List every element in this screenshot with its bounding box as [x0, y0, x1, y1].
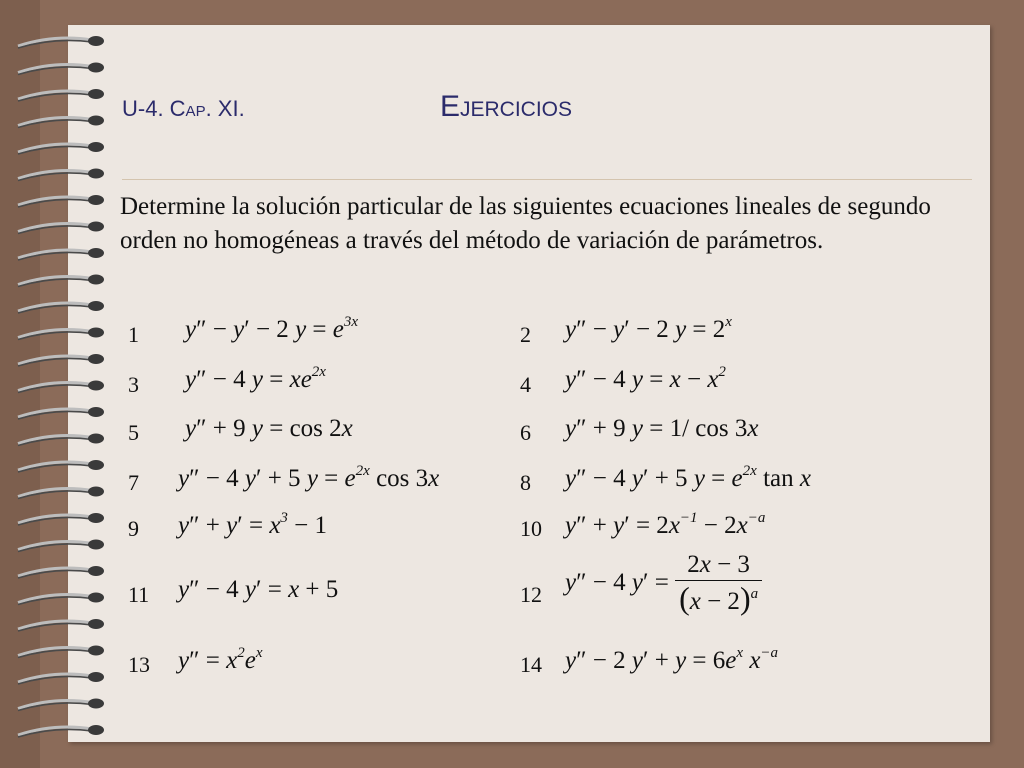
binding-hole — [88, 619, 104, 629]
exercise-number: 13 — [128, 652, 150, 677]
exercise-number: 6 — [520, 420, 531, 445]
equation: y″ − 4 y′ + 5 $y = e^{2x}$ cos 3x — [178, 463, 440, 492]
exercise-number: 2 — [520, 322, 531, 347]
equation: y″ − 4 $y = x - x^2$ — [565, 364, 726, 393]
binding-hole — [88, 540, 104, 550]
page-title: Ejercicios — [440, 90, 573, 123]
binding-hole — [88, 169, 104, 179]
binding-hole — [88, 63, 104, 73]
divider — [122, 179, 972, 180]
equation: y″ − 4 y′ = x + 5 — [178, 576, 339, 603]
exercise-number: 1 — [128, 322, 139, 347]
binding-hole — [88, 434, 104, 444]
binding-hole — [88, 407, 104, 417]
spiral-binding-icon — [0, 0, 120, 768]
equation: y″ + 9 y = 1/ cos 3x — [565, 415, 759, 442]
exercise-number: 8 — [520, 470, 531, 495]
unit-label: U-4. Cap. XI. — [122, 96, 245, 121]
equation: y″ − 2 $y' + y = 6e^x$ $x^{-a}$ — [565, 645, 779, 674]
exercise-number: 11 — [128, 582, 150, 607]
equation: y″ − y′ − 2 $y = e^{3x}$ — [185, 314, 359, 343]
binding-hole — [88, 593, 104, 603]
equation: $y'' = x^2e^x$ — [178, 645, 263, 674]
exercise-number: 4 — [520, 372, 531, 397]
binding-hole — [88, 301, 104, 311]
binding-hole — [88, 248, 104, 258]
binding-hole — [88, 328, 104, 338]
binding-hole — [88, 195, 104, 205]
binding-hole — [88, 699, 104, 709]
binding-hole — [88, 354, 104, 364]
binding-hole — [88, 725, 104, 735]
exercise-number: 5 — [128, 420, 139, 445]
equation: y″ − 4 $y = xe^{2x}$ — [185, 364, 326, 393]
binding-hole — [88, 36, 104, 46]
binding-hole — [88, 222, 104, 232]
binding-hole — [88, 566, 104, 576]
binding-hole — [88, 275, 104, 285]
exercise-number: 14 — [520, 652, 542, 677]
equation: y″ − 4 y′ = $\frac{2x - 3}{(x - 2)^a}$ — [565, 550, 762, 619]
exercise-number: 9 — [128, 516, 139, 541]
equation: y″ − y′ − 2 $y = 2^x$ — [565, 314, 732, 343]
binding-hole — [88, 116, 104, 126]
binding-hole — [88, 672, 104, 682]
equation: $y'' + y' = 2x^{-1} - 2x^{-a}$ — [565, 510, 766, 539]
binding-hole — [88, 89, 104, 99]
exercise-number: 7 — [128, 470, 139, 495]
equation: y″ − 4 y′ + 5 $y = e^{2x}$ tan x — [565, 463, 811, 492]
binding-hole — [88, 381, 104, 391]
binding-hole — [88, 487, 104, 497]
binding-hole — [88, 513, 104, 523]
exercise-number: 12 — [520, 582, 542, 607]
binding-hole — [88, 142, 104, 152]
equation: $y'' + y' = x^3 - 1$ — [178, 510, 328, 539]
binding-hole — [88, 646, 104, 656]
exercise-number: 3 — [128, 372, 139, 397]
instructions: Determine la solución particular de las siguientes ecuaciones lineales de segundo orden no homogéneas a través del método de variación de parámetros. — [120, 193, 931, 254]
equation: y″ + 9 y = cos 2x — [185, 415, 353, 442]
binding-hole — [88, 460, 104, 470]
exercise-number: 10 — [520, 516, 542, 541]
